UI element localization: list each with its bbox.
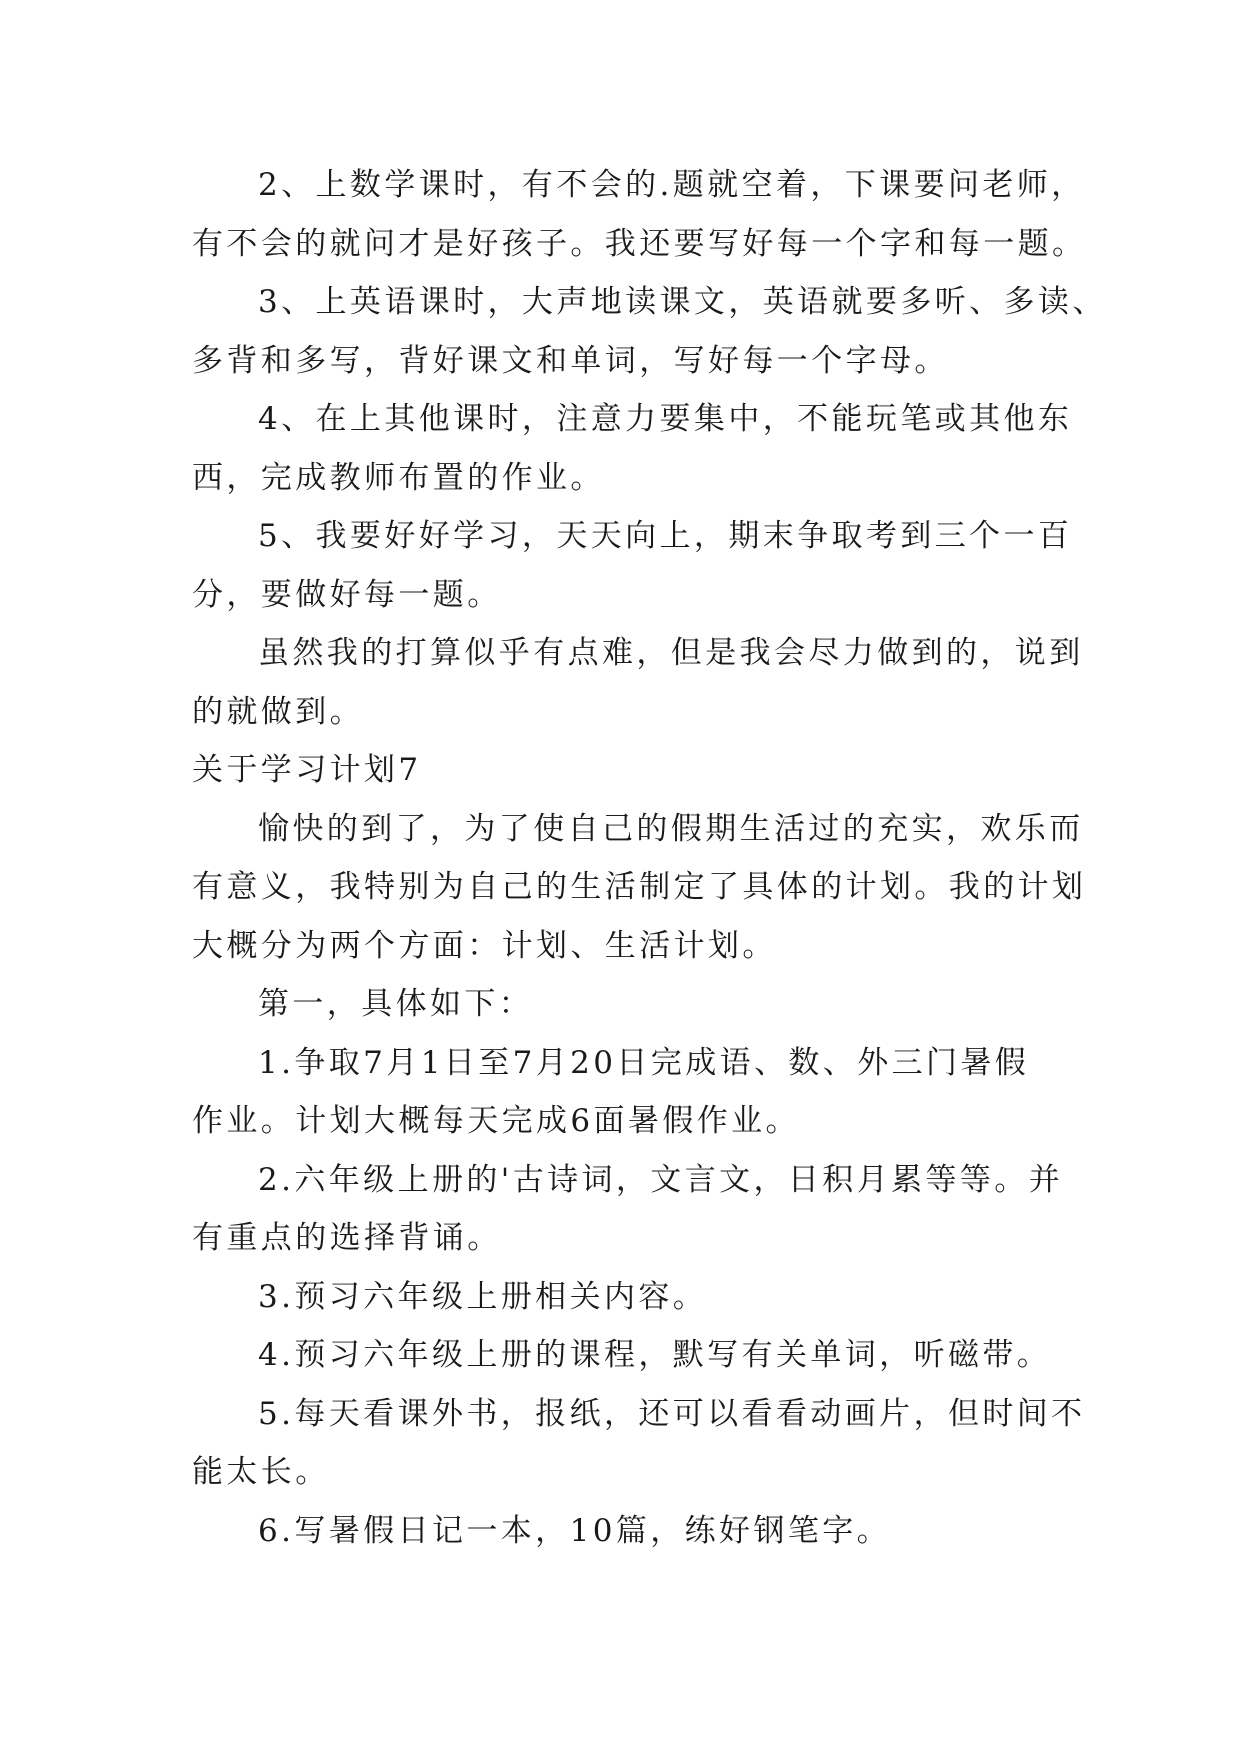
text-line: 6.写暑假日记一本，10篇，练好钢笔字。 — [258, 1512, 892, 1549]
text-line: 4、在上其他课时，注意力要集中，不能玩笔或其他东 — [258, 401, 1073, 437]
text-line: 虽然我的打算似乎有点难，但是我会尽力做到的，说到 — [258, 635, 1084, 671]
text-line: 有不会的就问才是好孩子。我还要写好每一个字和每一题。 — [192, 225, 1087, 262]
text-line: 2.六年级上册的'古诗词，文言文，日积月累等等。并 — [258, 1161, 1064, 1198]
text-line: 5.每天看课外书，报纸，还可以看看动画片，但时间不 — [258, 1395, 1086, 1432]
text-line: 愉快的到了，为了使自己的假期生活过的充实，欢乐而 — [258, 810, 1084, 847]
text-line: 能太长。 — [192, 1454, 330, 1490]
text-line: 有重点的选择背诵。 — [192, 1220, 502, 1256]
text-line: 5、我要好好学习，天天向上，期末争取考到三个一百 — [258, 518, 1073, 554]
text-line: 的就做到。 — [192, 693, 364, 730]
section-heading: 关于学习计划7 — [192, 752, 422, 788]
text-line: 作业。计划大概每天完成6面暑假作业。 — [192, 1103, 800, 1139]
text-line: 1.争取7月1日至7月20日完成语、数、外三门暑假 — [258, 1044, 1030, 1081]
text-line: 3.预习六年级上册相关内容。 — [258, 1278, 708, 1315]
text-line: 西，完成教师布置的作业。 — [192, 459, 605, 496]
text-line: 多背和多写，背好课文和单词，写好每一个字母。 — [192, 342, 949, 379]
text-line: 有意义，我特别为自己的生活制定了具体的计划。我的计划 — [192, 869, 1087, 905]
text-line: 2、上数学课时，有不会的.题就空着，下课要问老师， — [258, 167, 1086, 203]
text-line: 大概分为两个方面：计划、生活计划。 — [192, 927, 777, 964]
document-page — [192, 156, 1107, 1560]
text-line: 3、上英语课时，大声地读课文，英语就要多听、多读、 — [258, 284, 1107, 320]
text-line: 分，要做好每一题。 — [192, 576, 502, 613]
text-line: 4.预习六年级上册的课程，默写有关单词，听磁带。 — [258, 1337, 1052, 1373]
text-line: 第一，具体如下： — [258, 986, 534, 1022]
